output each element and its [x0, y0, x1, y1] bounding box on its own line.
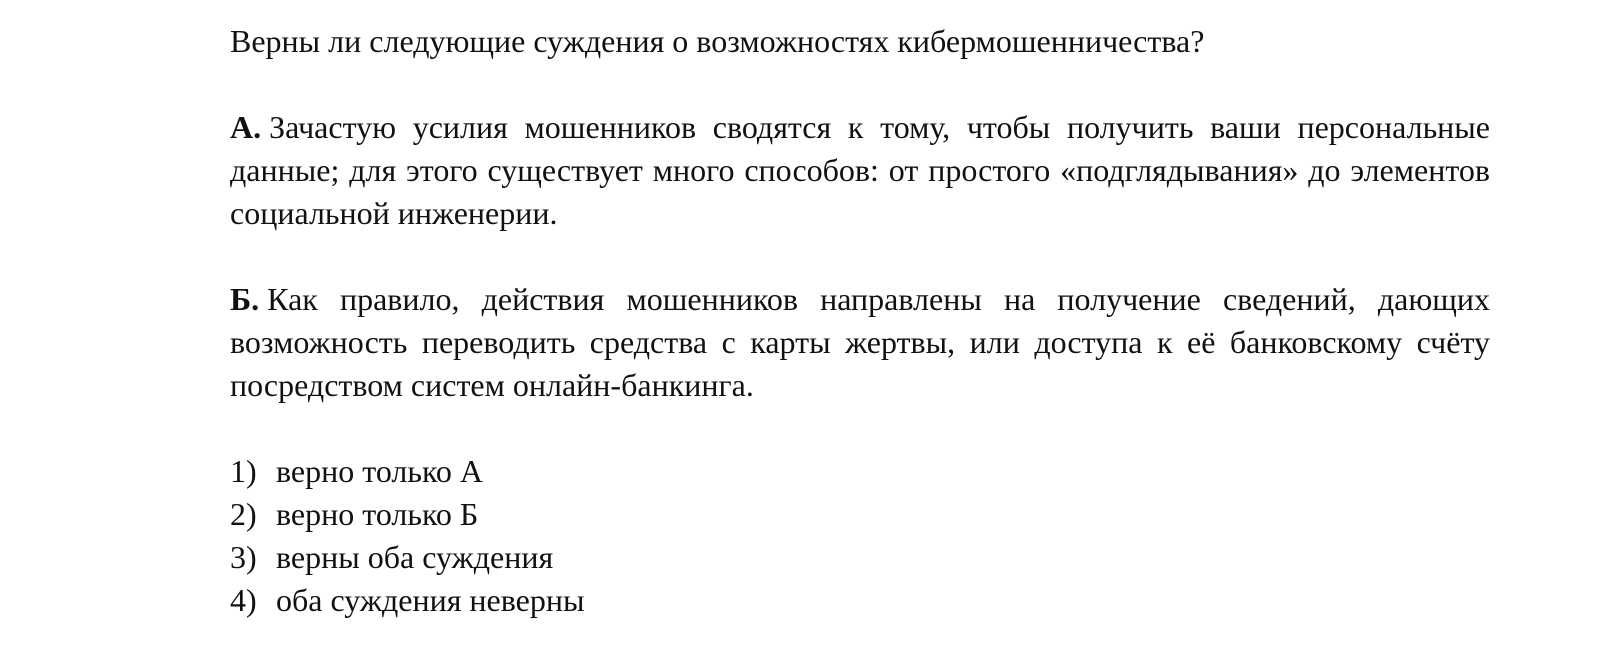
answer-option-4-text: оба суждения неверны	[276, 582, 585, 618]
statement-a-text: Зачастую усилия мошенников сводятся к тому, чтобы получить ваши персональные данные; для этого существует много способов: от простого «подглядывания» до элементов социальной инженерии.	[230, 109, 1490, 231]
answer-option-3-number: 3)	[230, 539, 257, 575]
answer-option-1-text: верно только А	[276, 453, 483, 489]
statement-a-letter: А.	[230, 109, 262, 145]
statement-b	[230, 278, 1490, 407]
test-question-document	[230, 20, 1490, 622]
statement-a	[230, 106, 1490, 235]
answer-option-2	[230, 493, 1490, 536]
answer-option-2-number: 2)	[230, 496, 257, 532]
answer-option-2-text: верно только Б	[276, 496, 479, 532]
question-text: Верны ли следующие суждения о возможностях кибермошенничества?	[230, 23, 1205, 59]
answer-option-4-number: 4)	[230, 582, 257, 618]
answer-option-1	[230, 450, 1490, 493]
answer-options	[230, 450, 1490, 622]
answer-option-3	[230, 536, 1490, 579]
answer-option-1-number: 1)	[230, 453, 257, 489]
answer-option-3-text: верны оба суждения	[276, 539, 554, 575]
statement-b-text: Как правило, действия мошенников направлены на получение сведений, дающих возможность переводить средства с карты жертвы, или доступа к её банковскому счёту посредством систем онлайн-банкинга.	[230, 281, 1490, 403]
statement-b-letter: Б.	[230, 281, 260, 317]
answer-option-4	[230, 579, 1490, 622]
